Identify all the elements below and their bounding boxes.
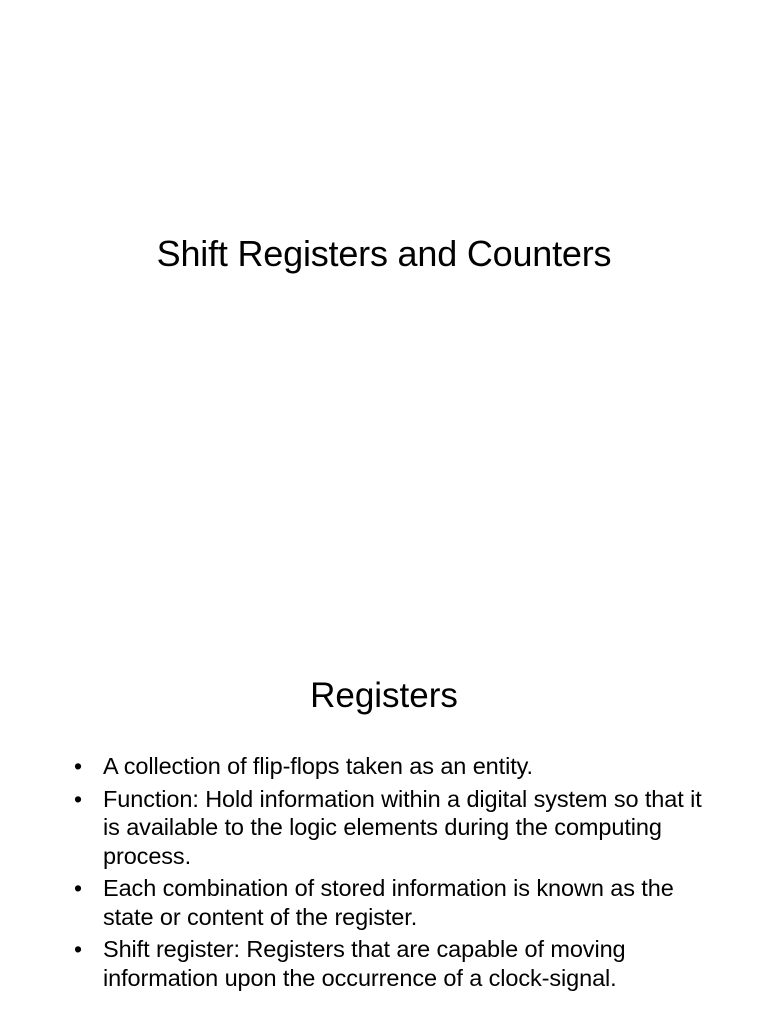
slide-heading: Registers [310, 676, 458, 715]
content-slide [0, 576, 768, 1024]
bullet-dot-icon: • [74, 785, 82, 812]
bullet-item [74, 785, 704, 871]
bullet-item [74, 752, 704, 781]
bullet-dot-icon: • [74, 875, 82, 901]
bullet-dot-icon: • [74, 753, 82, 779]
slide-title: Shift Registers and Counters [156, 233, 612, 274]
bullet-text: Shift register: Registers that are capable of moving information upon the occurrence of a clock-signal. [103, 936, 626, 991]
bullet-text: Each combination of stored information is known as the state or content of the register. [103, 875, 674, 930]
bullet-item [74, 874, 704, 931]
bullet-item [74, 935, 704, 992]
bullet-text: A collection of flip-flops taken as an entity. [103, 753, 533, 779]
bullet-text: Function: Hold information within a digital system so that it is available to the logic elements during the computing process. [103, 785, 702, 869]
bullet-dot-icon: • [74, 936, 82, 962]
bullet-list [74, 752, 704, 996]
